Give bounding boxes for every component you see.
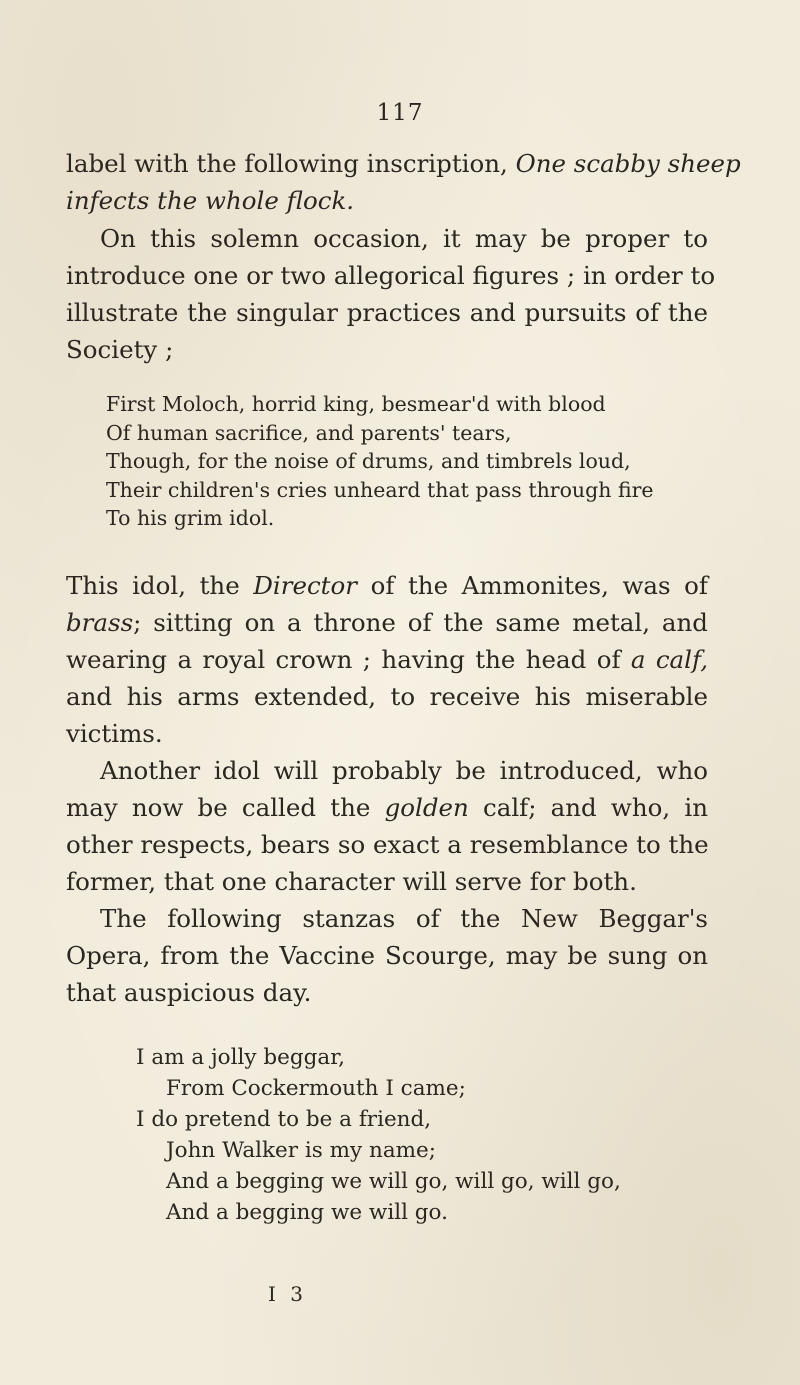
text-line: may now be called the golden calf; and who, in bbox=[66, 793, 708, 822]
paragraph-allegorical bbox=[66, 220, 716, 368]
page-number: 117 bbox=[376, 100, 424, 126]
verse-line: John Walker is my name; bbox=[166, 1138, 437, 1163]
text-line: victims. bbox=[66, 719, 163, 748]
verse-line: And a begging we will go. bbox=[166, 1200, 448, 1225]
text-line: The following stanzas of the New Beggar's bbox=[100, 904, 708, 933]
verse-line: I am a jolly beggar, bbox=[136, 1045, 345, 1070]
verse-line: Their children's cries unheard that pass through fire bbox=[106, 477, 654, 502]
text-line: brass; sitting on a throne of the same metal, and bbox=[66, 608, 708, 637]
paragraph-stanzas bbox=[66, 900, 708, 1011]
verse-line: Of human sacrifice, and parents' tears, bbox=[106, 420, 512, 445]
text-line: label with the following inscription, One scabby sheep bbox=[66, 149, 741, 178]
poem-moloch bbox=[106, 390, 746, 533]
verse-line: First Moloch, horrid king, besmear'd with blood bbox=[106, 392, 606, 416]
verse-line: To his grim idol. bbox=[106, 506, 275, 530]
paragraph-golden-calf bbox=[66, 752, 708, 900]
text-line: other respects, bears so exact a resemblance to the bbox=[66, 830, 709, 859]
text-line: On this solemn occasion, it may be proper to bbox=[100, 224, 708, 253]
text-line: Opera, from the Vaccine Scourge, may be sung on bbox=[66, 941, 708, 970]
verse-line: And a begging we will go, will go, will go, bbox=[166, 1169, 621, 1194]
signature-mark: I 3 bbox=[268, 1282, 307, 1306]
text-line: former, that one character will serve for both. bbox=[66, 867, 637, 896]
paragraph-idol bbox=[66, 567, 708, 752]
text-line: This idol, the Director of the Ammonites, was of bbox=[66, 571, 708, 600]
text-line: wearing a royal crown ; having the head of a calf, bbox=[66, 645, 708, 674]
poem-beggar bbox=[136, 1042, 776, 1228]
verse-line: I do pretend to be a friend, bbox=[136, 1107, 432, 1132]
paragraph-inscription bbox=[66, 145, 741, 219]
verse-line: From Cockermouth I came; bbox=[166, 1076, 466, 1101]
text-line: and his arms extended, to receive his miserable bbox=[66, 682, 708, 711]
text-line: illustrate the singular practices and pursuits of the bbox=[66, 298, 708, 327]
text-line: that auspicious day. bbox=[66, 978, 312, 1007]
verse-line: Though, for the noise of drums, and timbrels loud, bbox=[106, 449, 631, 473]
text-line: Society ; bbox=[66, 335, 174, 364]
text-line: Another idol will probably be introduced, who bbox=[100, 756, 708, 785]
text-line: introduce one or two allegorical figures ; in order to bbox=[66, 261, 716, 290]
text-line: infects the whole flock. bbox=[66, 186, 355, 215]
